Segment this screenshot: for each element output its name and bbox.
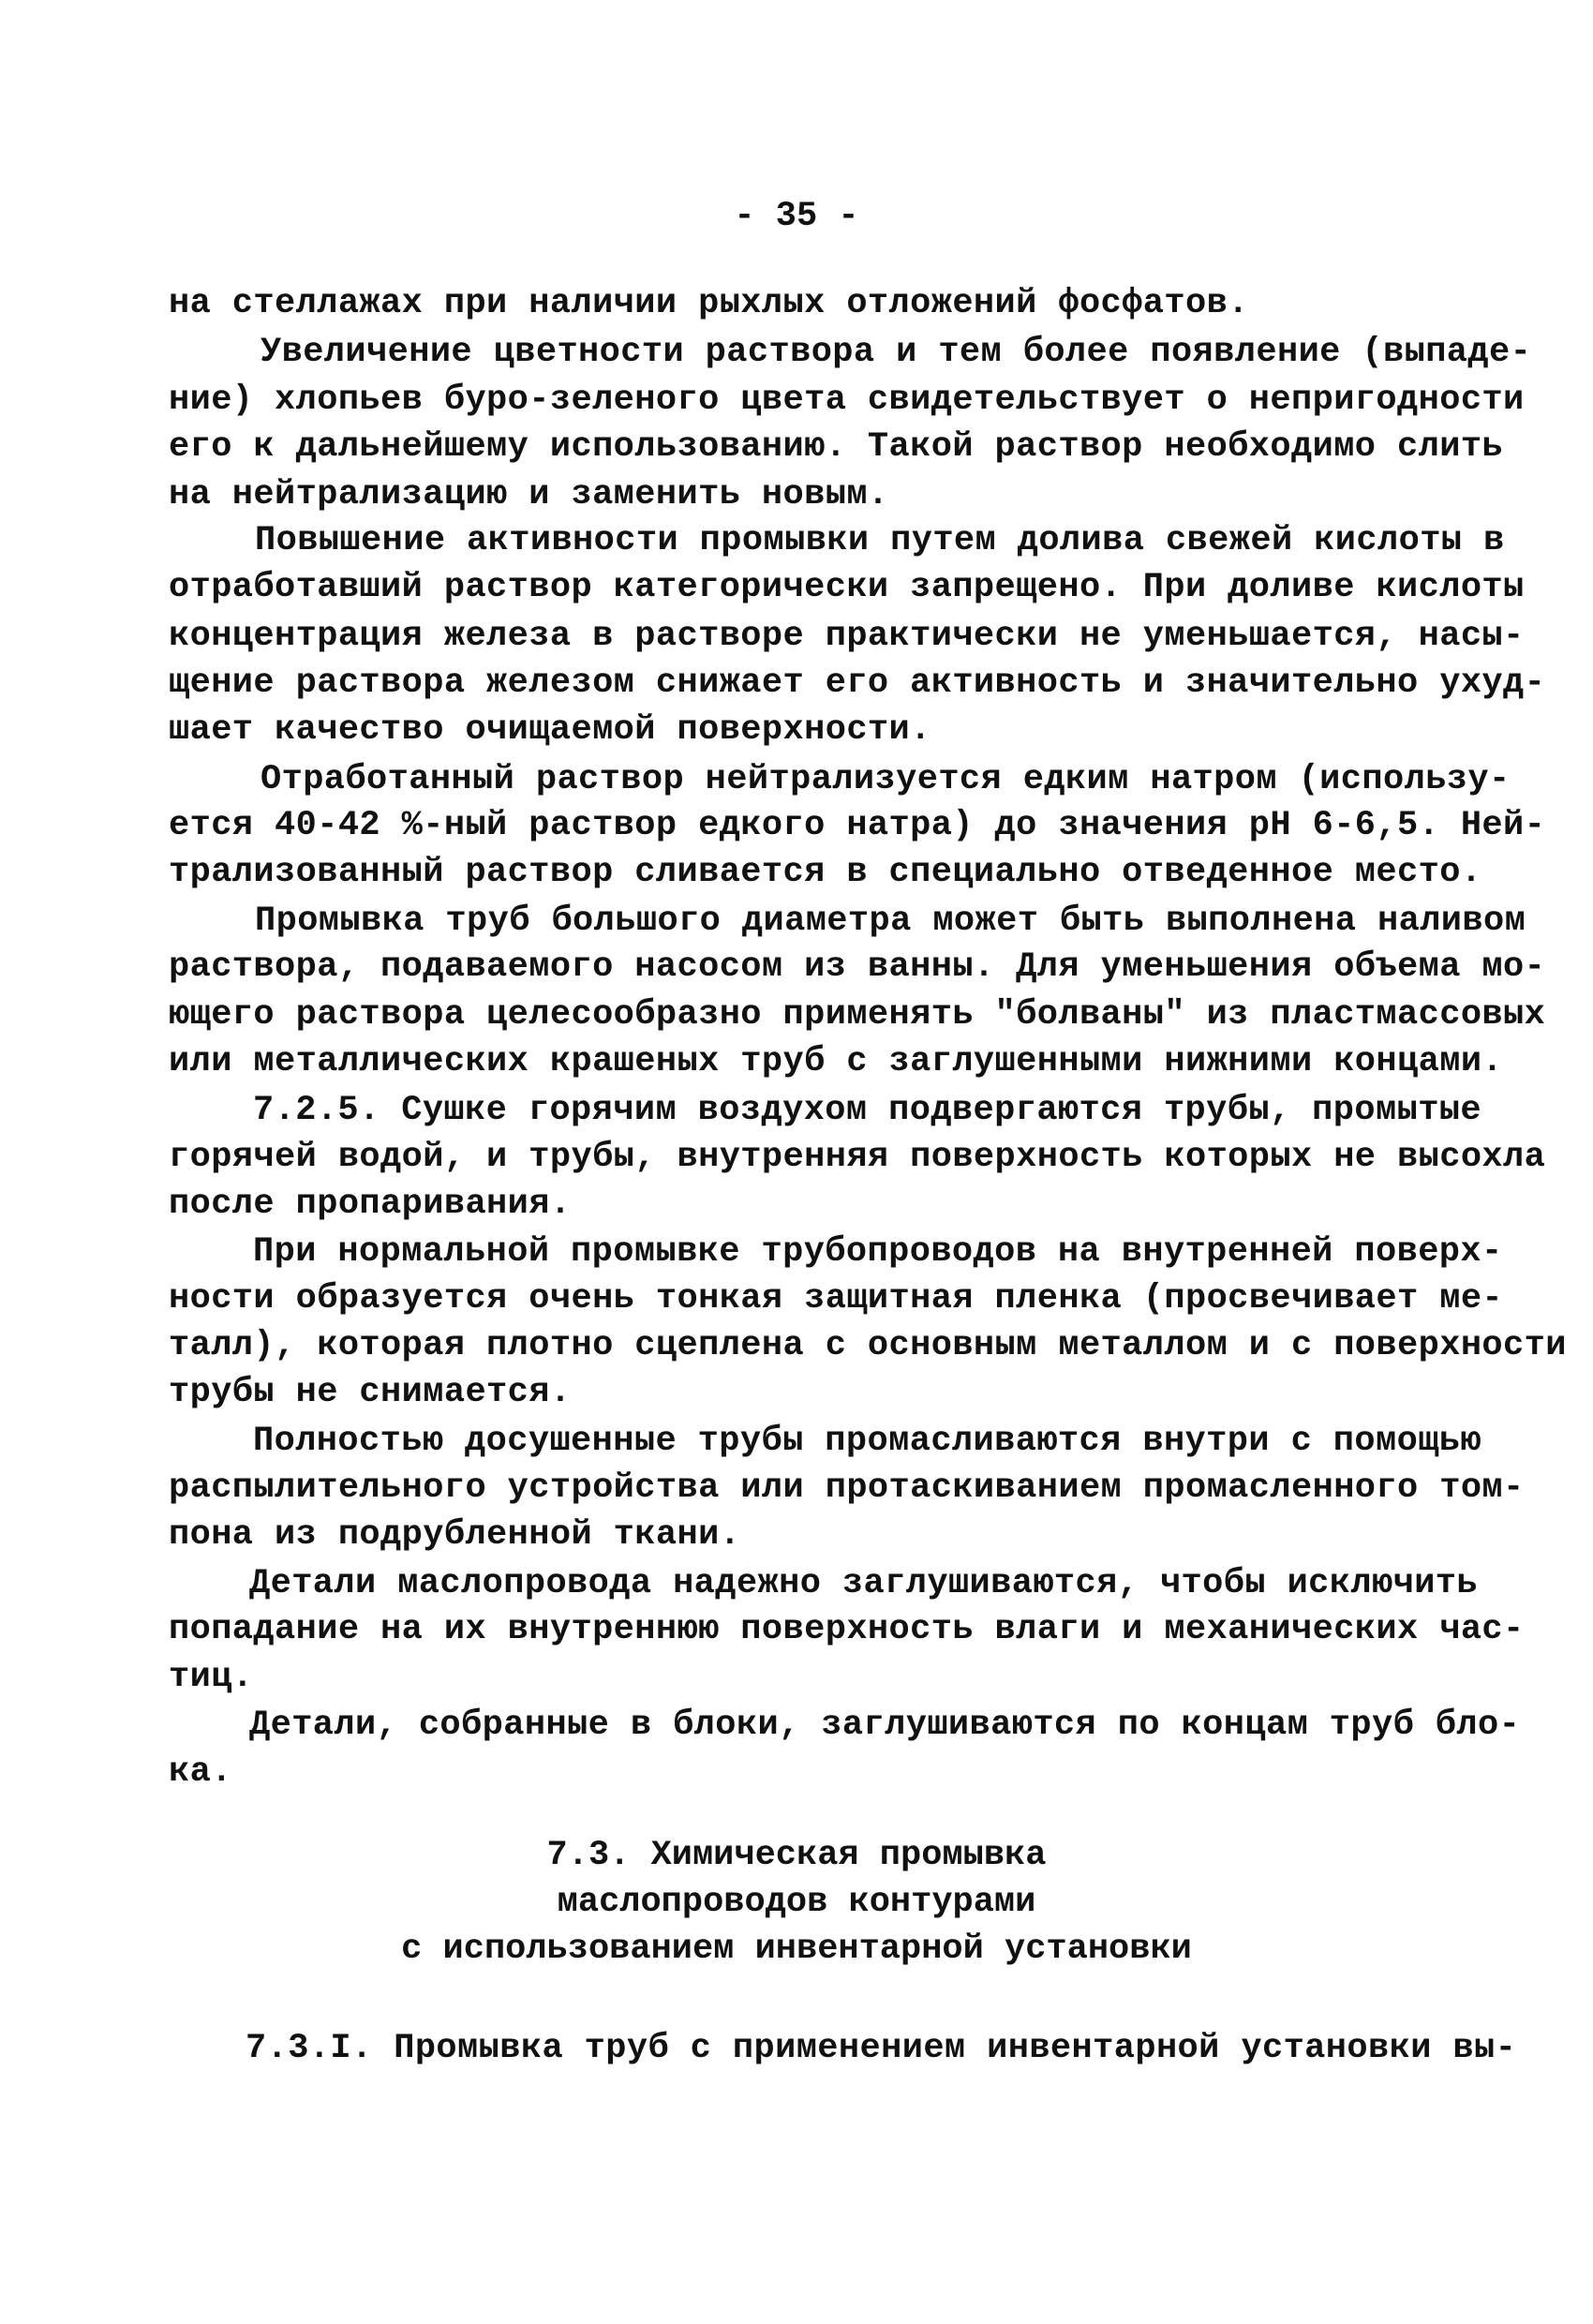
text-line: тиц.	[169, 1658, 254, 1697]
text-line: отработавший раствор категорически запрещено. При доливе кислоты	[169, 568, 1525, 607]
text-line: ется 40-42 %-ный раствор едкого натра) до значения pH 6-6,5. Ней-	[169, 806, 1546, 845]
section-heading-line: 7.3. Химическая промывка	[546, 1836, 1047, 1875]
text-line: При нормальной промывке трубопроводов на внутренней поверх-	[253, 1232, 1503, 1272]
text-line: трубы не снимается.	[169, 1373, 572, 1412]
text-line: пона из подрубленной ткани.	[169, 1515, 741, 1555]
text-line: ности образуется очень тонкая защитная пленка (просвечивает ме-	[169, 1279, 1504, 1318]
text-line: Увеличение цветности раствора и тем более появление (выпаде-	[261, 333, 1532, 372]
text-line: его к дальнейшему использованию. Такой раствор необходимо слить	[169, 427, 1504, 467]
text-line: на нейтрализацию и заменить новым.	[169, 475, 889, 514]
text-line: шает качество очищаемой поверхности.	[169, 710, 931, 750]
text-line: талл), которая плотно сцеплена с основным металлом и с поверхности	[169, 1326, 1567, 1365]
page-number: - 35 -	[734, 197, 859, 236]
text-line: Отработанный раствор нейтрализуется едким натром (использу-	[261, 760, 1511, 799]
text-line: попадание на их внутреннюю поверхность влаги и механических час-	[169, 1610, 1525, 1649]
text-line: на стеллажах при наличии рыхлых отложений фосфатов.	[169, 284, 1249, 323]
text-line: после пропаривания.	[169, 1184, 572, 1224]
text-line: концентрация железа в растворе практически не уменьшается, насы-	[169, 617, 1525, 656]
text-line: 7.2.5. Сушке горячим воздухом подвергаются трубы, промытые	[253, 1091, 1482, 1130]
section-heading-line: маслопроводов контурами	[557, 1883, 1036, 1922]
section-heading-line: с использованием инвентарной установки	[401, 1929, 1192, 1969]
text-line: или металлических крашеных труб с заглушенными нижними концами.	[169, 1042, 1504, 1081]
text-line: распылительного устройства или протаскиванием промасленного том-	[169, 1468, 1525, 1508]
text-line: Детали, собранные в блоки, заглушиваются по концам труб бло-	[249, 1706, 1521, 1745]
text-line: раствора, подаваемого насосом из ванны. Для уменьшения объема мо-	[169, 947, 1546, 987]
text-line: ние) хлопьев буро-зеленого цвета свидетельствует о непригодности	[169, 380, 1525, 420]
text-line: горячей водой, и трубы, внутренняя поверхность которых не высохла	[169, 1138, 1546, 1177]
text-line: Полностью досушенные трубы промасливаются внутри с помощью	[253, 1422, 1482, 1461]
section-first-line: 7.3.I. Промывка труб с применением инвентарной установки вы-	[246, 2029, 1517, 2068]
text-line: трализованный раствор сливается в специально отведенное место.	[169, 853, 1482, 892]
text-line: ка.	[169, 1752, 232, 1792]
text-line: ющего раствора целесообразно применять "болваны" из пластмассовых	[169, 995, 1546, 1035]
text-line: Детали маслопровода надежно заглушиваются, чтобы исключить	[249, 1564, 1479, 1603]
text-line: Промывка труб большого диаметра может быть выполнена наливом	[255, 901, 1526, 941]
text-line: щение раствора железом снижает его активность и значительно ухуд-	[169, 663, 1546, 703]
text-line: Повышение активности промывки путем долива свежей кислоты в	[255, 521, 1505, 560]
